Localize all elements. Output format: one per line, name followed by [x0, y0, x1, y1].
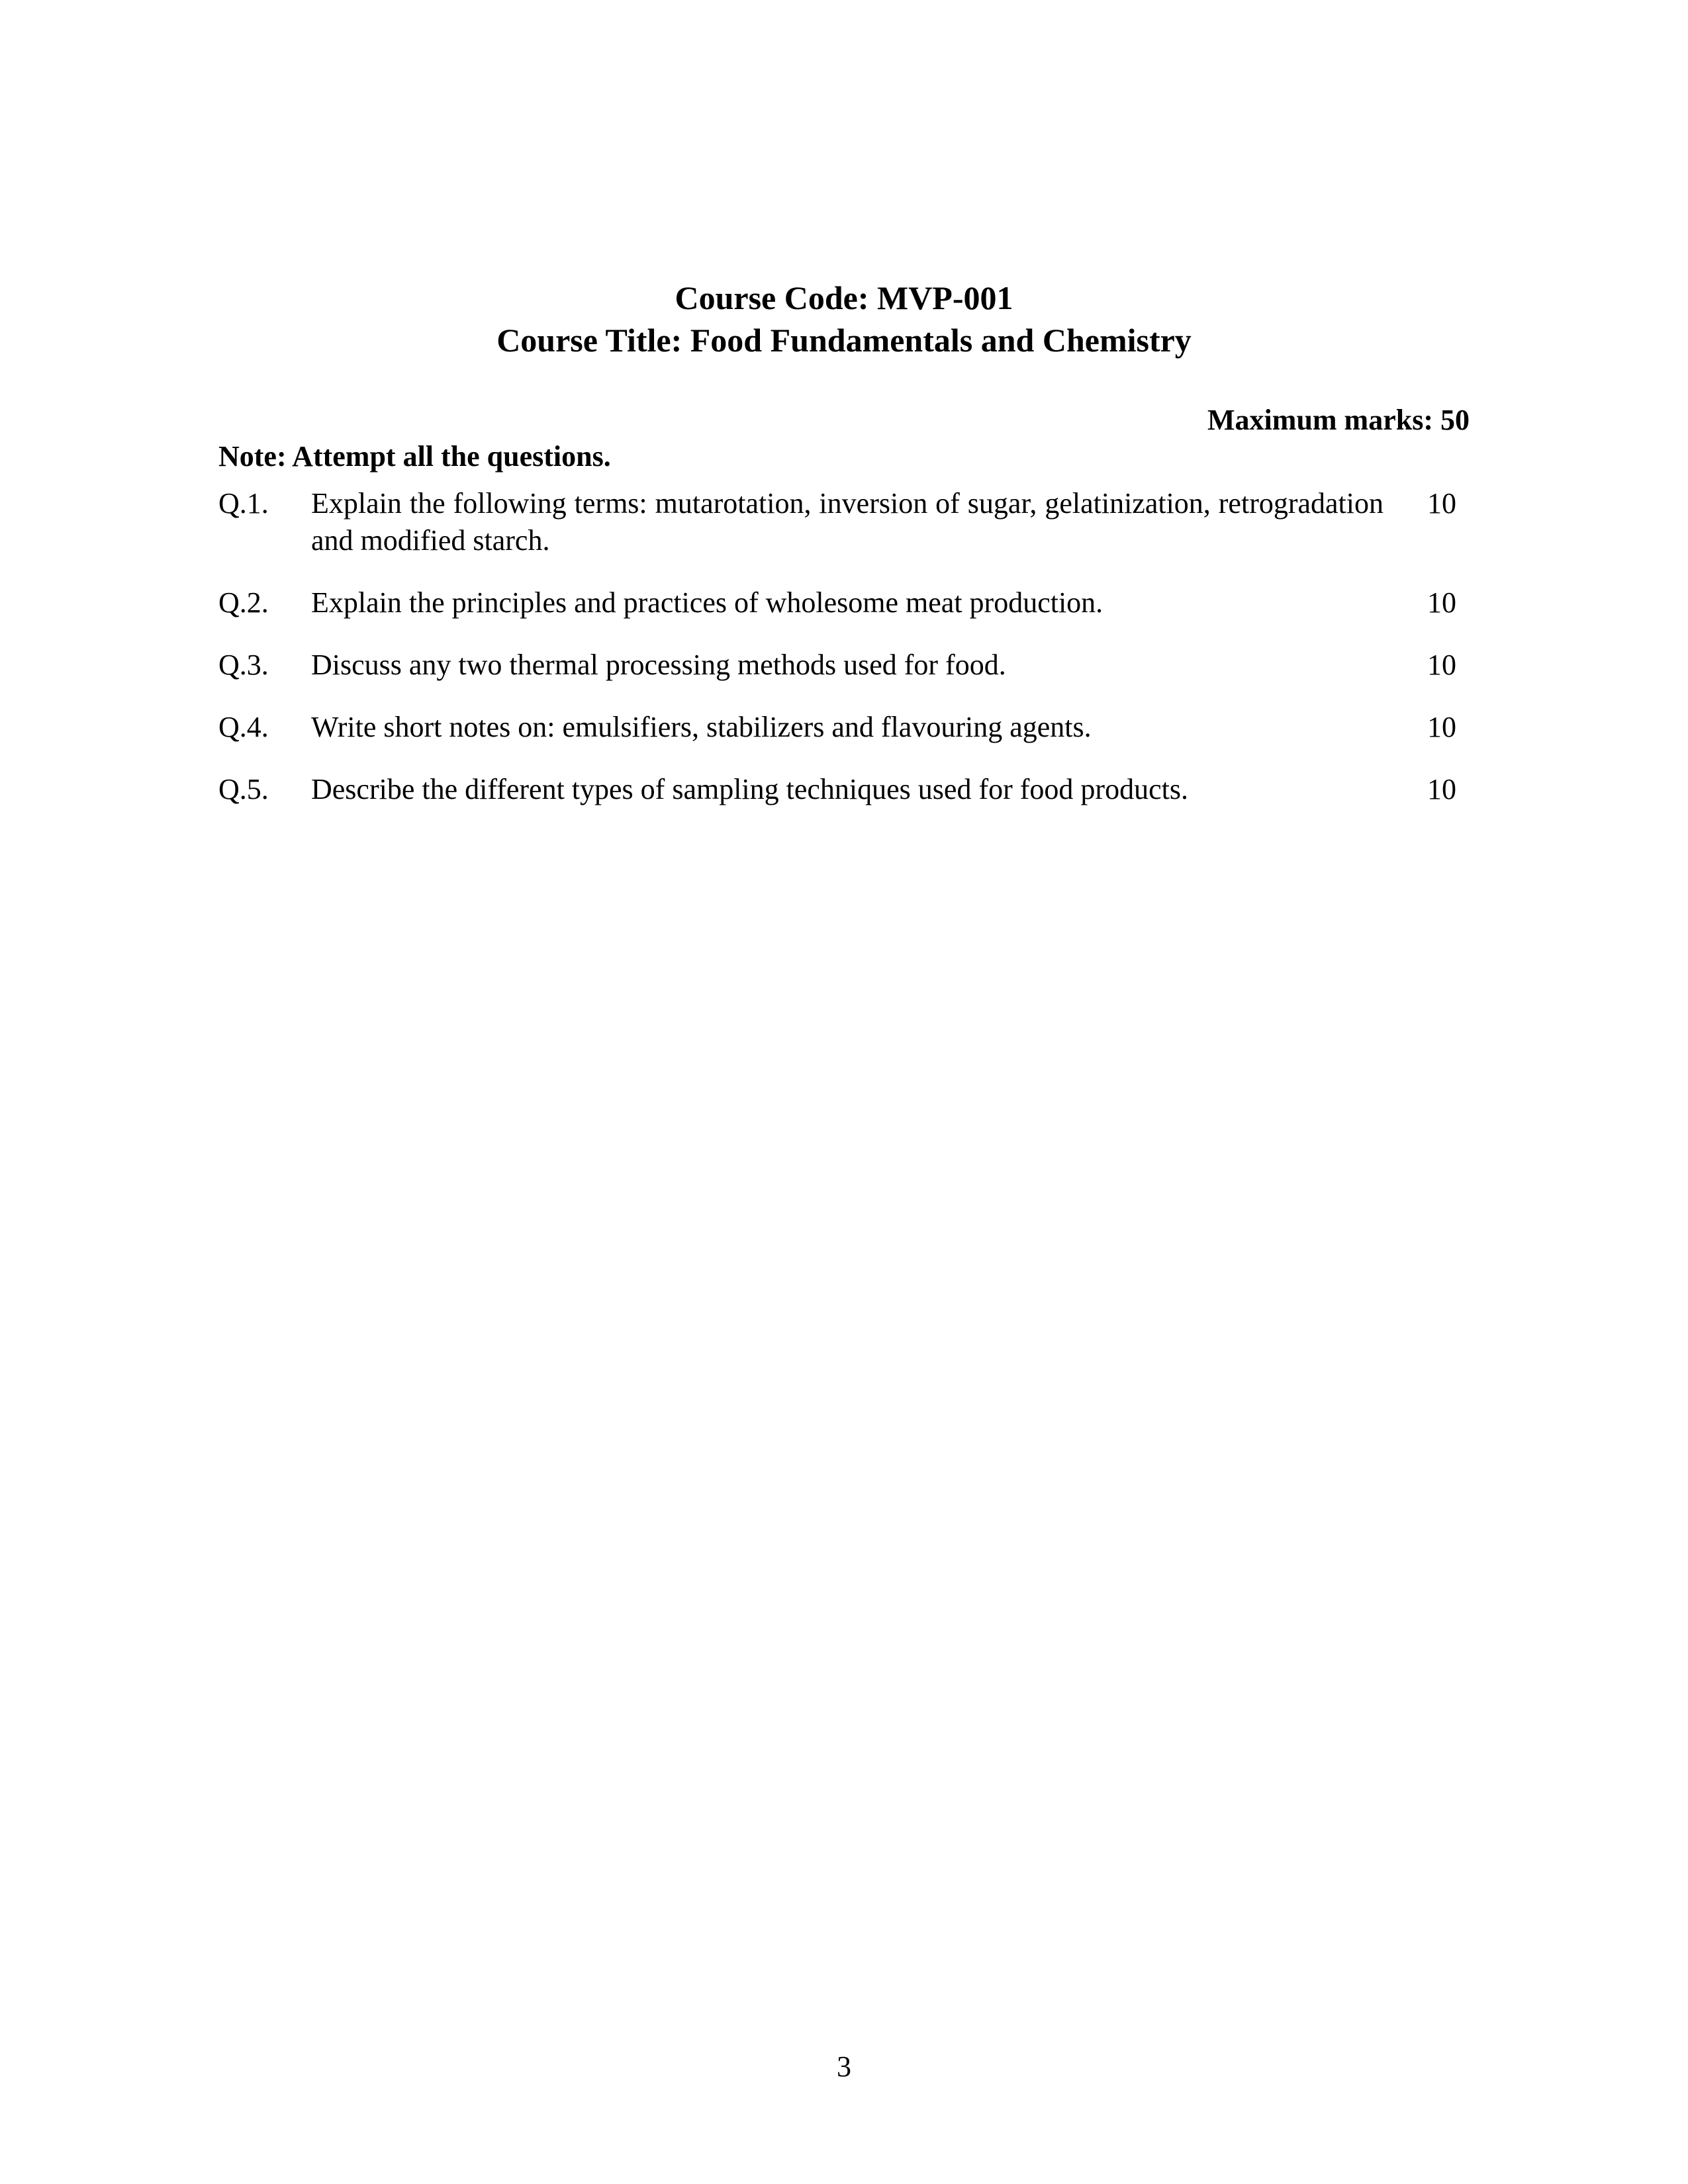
instruction-note: Note: Attempt all the questions.	[218, 440, 611, 473]
page-number: 3	[837, 2050, 851, 2083]
question-number: Q.4.	[218, 711, 269, 743]
question-item	[218, 584, 1456, 621]
question-number: Q.1.	[218, 487, 269, 520]
maximum-marks: Maximum marks: 50	[1207, 404, 1470, 436]
question-number: Q.3.	[218, 649, 269, 681]
question-item	[218, 647, 1456, 684]
question-text: Discuss any two thermal processing methods used for food.	[311, 649, 1006, 681]
question-text: Explain the following terms: mutarotation, inversion of sugar, gelatinization, retrogradation and modified starch.	[311, 487, 1383, 557]
question-item	[218, 485, 1456, 559]
question-number: Q.5.	[218, 773, 269, 805]
question-list	[218, 485, 1456, 833]
question-number: Q.2.	[218, 586, 269, 619]
question-text: Describe the different types of sampling techniques used for food products.	[311, 773, 1188, 805]
course-code: Course Code: MVP-001	[675, 279, 1013, 316]
question-marks: 10	[1427, 649, 1456, 681]
question-marks: 10	[1427, 711, 1456, 743]
question-item	[218, 709, 1456, 746]
question-item	[218, 771, 1456, 808]
question-marks: 10	[1427, 586, 1456, 619]
question-marks: 10	[1427, 487, 1456, 520]
question-text: Explain the principles and practices of wholesome meat production.	[311, 586, 1103, 619]
question-text: Write short notes on: emulsifiers, stabilizers and flavouring agents.	[311, 711, 1092, 743]
course-header	[0, 277, 1688, 361]
question-marks: 10	[1427, 773, 1456, 805]
course-title: Course Title: Food Fundamentals and Chemistry	[496, 322, 1192, 359]
